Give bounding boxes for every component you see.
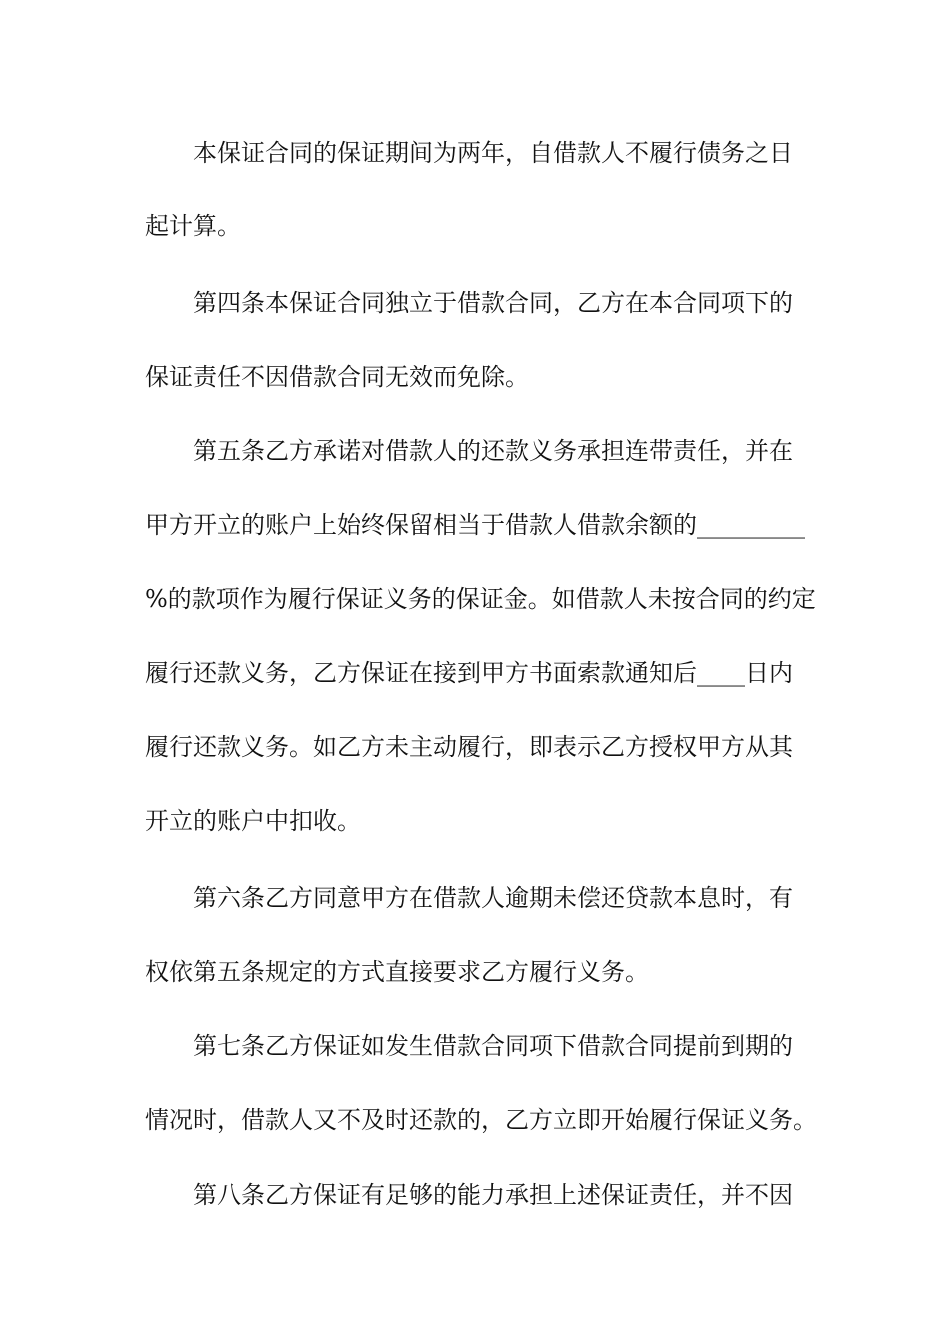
article-5-line-2: 甲方开立的账户上始终保留相当于借款人借款余额的_________ [145,511,805,539]
paragraph-guarantee-period-line-2: 起计算。 [145,212,241,240]
article-5-line-1: 第五条乙方承诺对借款人的还款义务承担连带责任，并在 [193,437,793,465]
article-6-line-1: 第六条乙方同意甲方在借款人逾期未偿还贷款本息时，有 [193,884,793,912]
article-5-line-4: 履行还款义务，乙方保证在接到甲方书面索款通知后____日内 [145,659,793,687]
article-7-line-1: 第七条乙方保证如发生借款合同项下借款合同提前到期的 [193,1032,793,1060]
article-5-line-3: %的款项作为履行保证义务的保证金。如借款人未按合同的约定 [145,585,816,613]
article-8-line-1: 第八条乙方保证有足够的能力承担上述保证责任，并不因 [193,1181,793,1209]
article-6-line-2: 权依第五条规定的方式直接要求乙方履行义务。 [145,958,649,986]
article-7-line-2: 情况时，借款人又不及时还款的，乙方立即开始履行保证义务。 [145,1106,817,1134]
article-4-line-1: 第四条本保证合同独立于借款合同，乙方在本合同项下的 [193,289,793,317]
paragraph-guarantee-period-line-1: 本保证合同的保证期间为两年，自借款人不履行债务之日 [193,139,793,167]
article-5-line-5: 履行还款义务。如乙方未主动履行，即表示乙方授权甲方从其 [145,733,793,761]
article-5-line-6: 开立的账户中扣收。 [145,807,361,835]
article-4-line-2: 保证责任不因借款合同无效而免除。 [145,363,529,391]
